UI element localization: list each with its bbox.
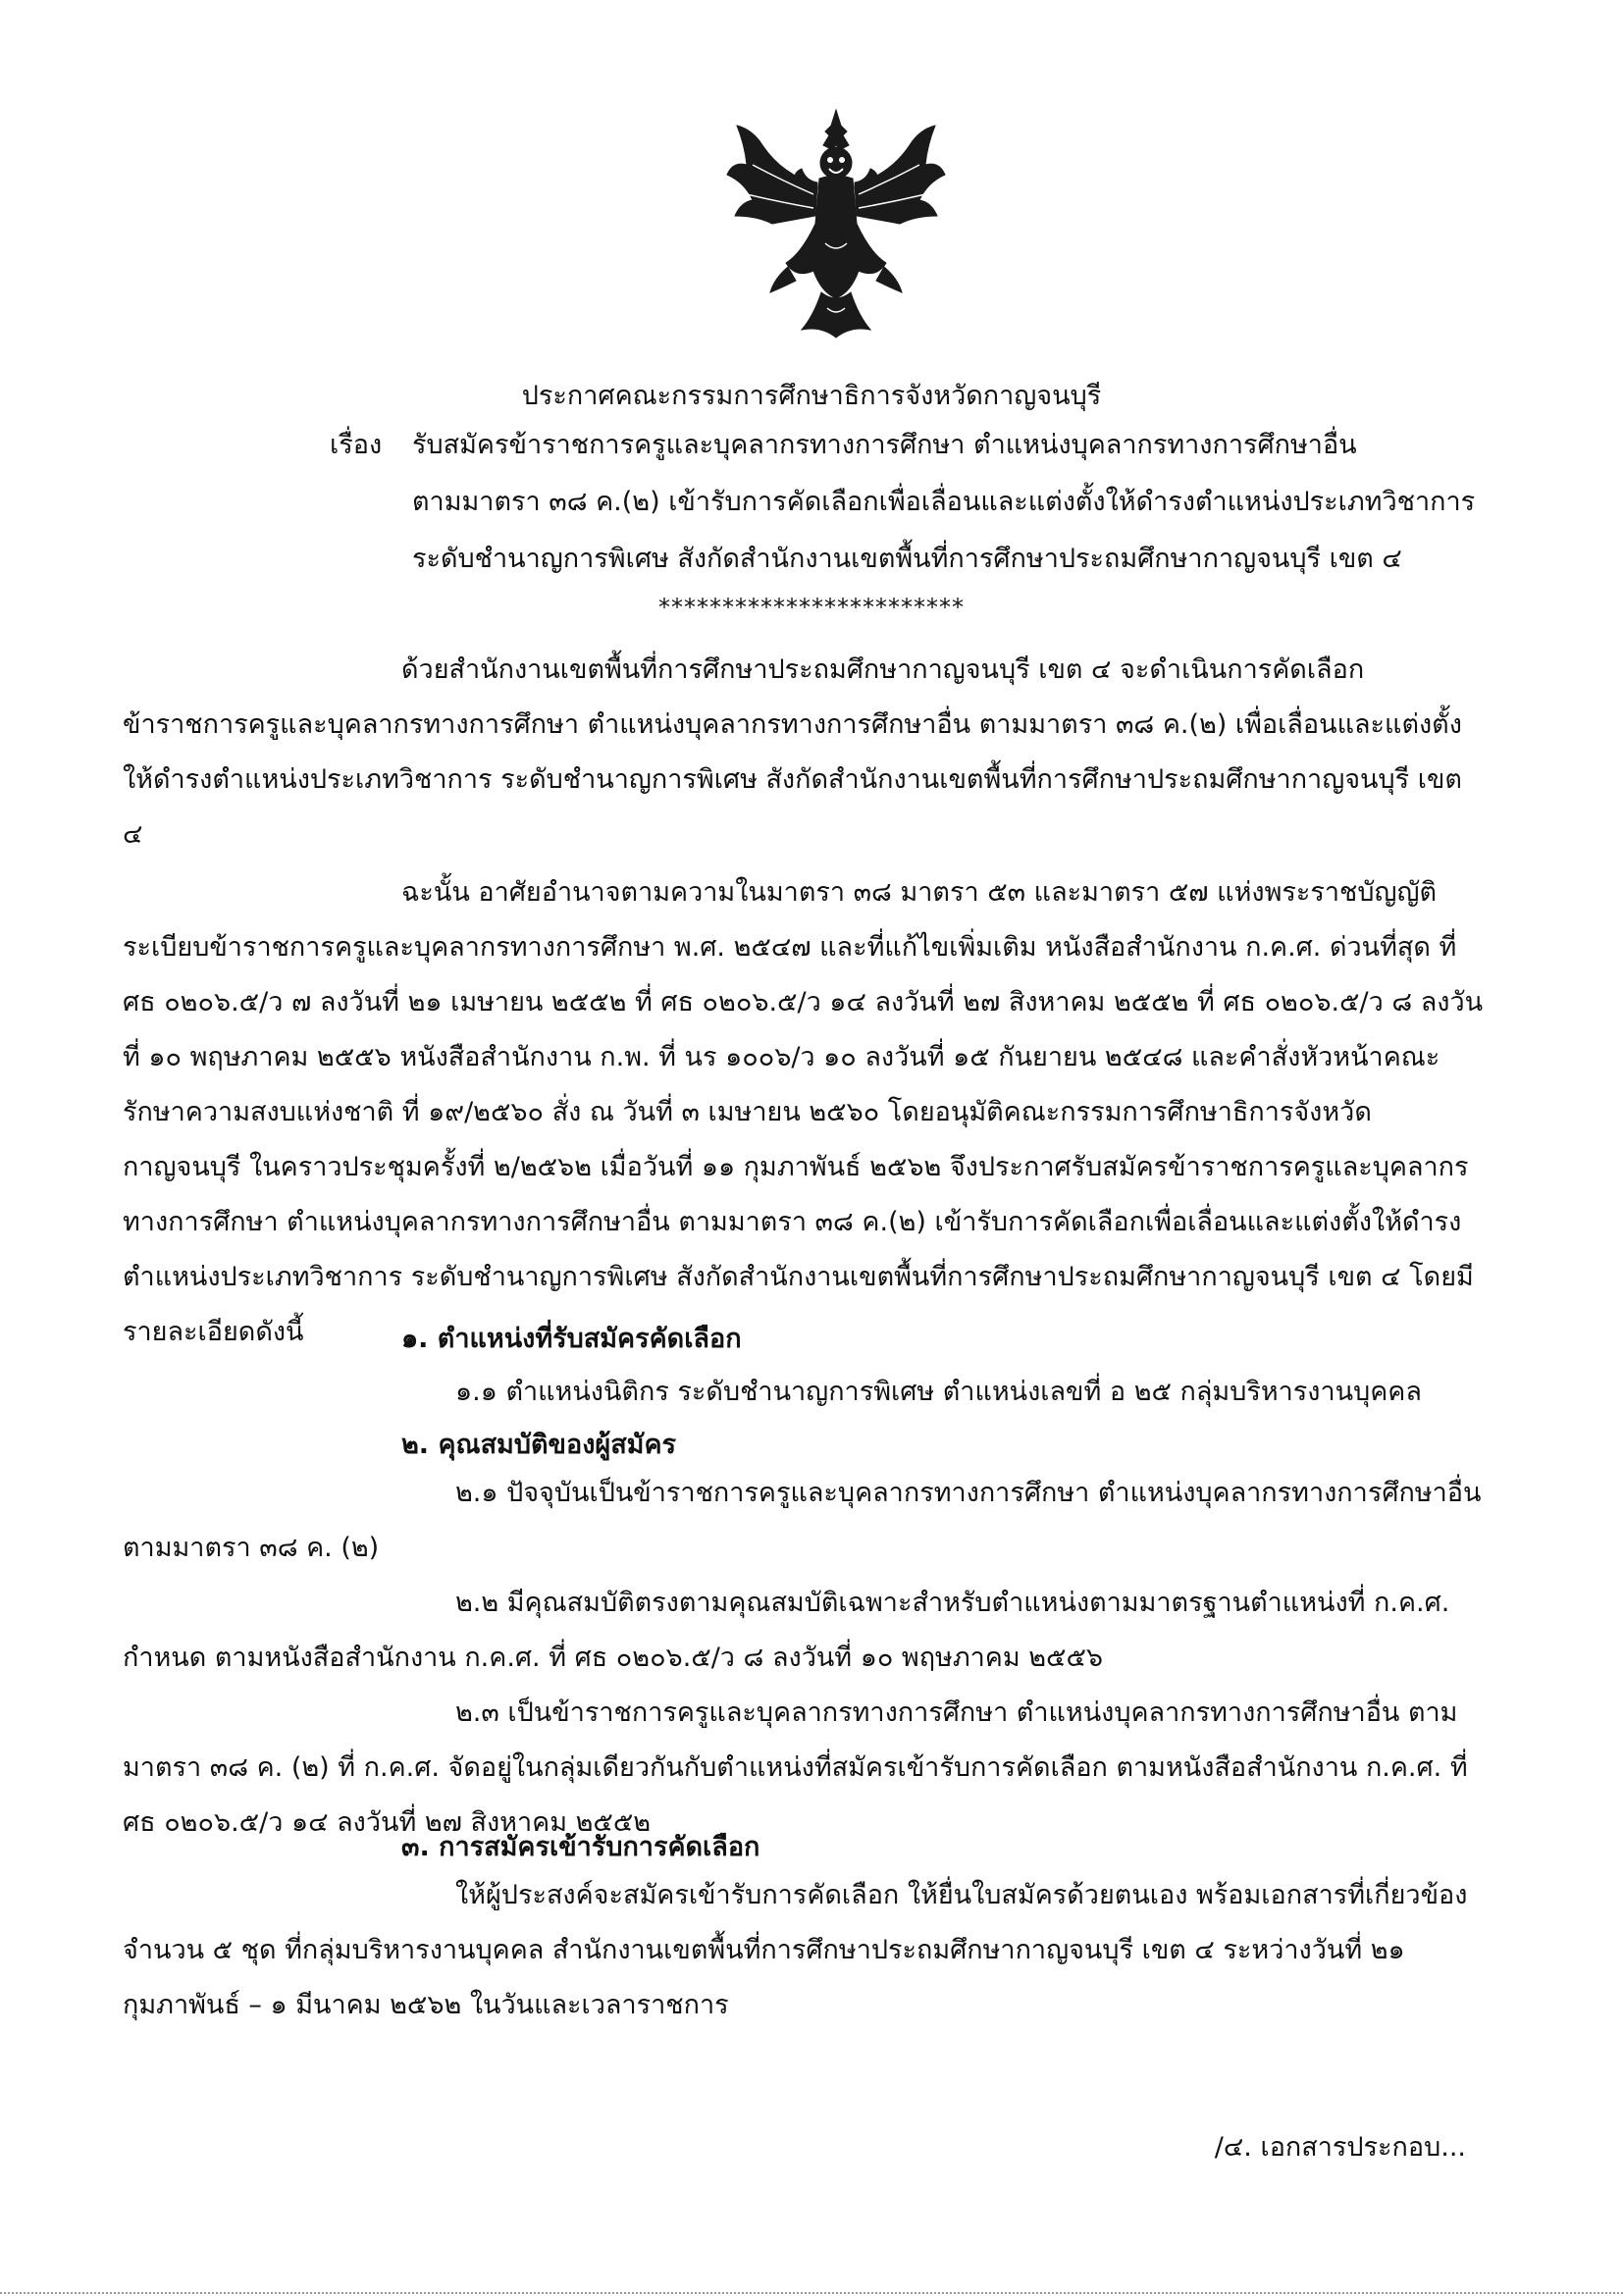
section-2-heading: ๒. คุณสมบัติของผู้สมัคร xyxy=(401,1430,677,1460)
section-2-item-1: ๒.๑ ปัจจุบันเป็นข้าราชการครูและบุคลากรทางการศึกษา ตำแหน่งบุคลากรทางการศึกษาอื่น ตามมาตรา ๓๘ ค. (๒) xyxy=(123,1478,1482,1563)
subject-label: เรื่อง xyxy=(330,430,383,460)
subject-line: ตามมาตรา ๓๘ ค.(๒) เข้ารับการคัดเลือกเพื่อเลื่อนและแต่งตั้งให้ดำรงตำแหน่งประเภทวิชาการ xyxy=(412,487,1476,517)
intro-paragraph: ด้วยสำนักงานเขตพื้นที่การศึกษาประถมศึกษากาญจนบุรี เขต ๔ จะดำเนินการคัดเลือกข้าราชการครูและบุคลากรทางการศึกษา ตำแหน่งบุคลากรทางการศึกษาอื่น ตามมาตรา ๓๘ ค.(๒) เพื่อเลื่อนและแต่งตั้งให้ดำรงตำแหน่งประเภทวิชาการ ระดับชำนาญการพิเศษ สังกัดสำนักงานเขตพื้นที่การศึกษาประถมศึกษากาญจนบุรี เขต ๔ xyxy=(123,654,1462,850)
page-continuation: /๔. เอกสารประกอบ... xyxy=(1214,2132,1466,2163)
authority-paragraph: ฉะนั้น อาศัยอำนาจตามความในมาตรา ๓๘ มาตรา ๕๓ และมาตรา ๕๗ แห่งพระราชบัญญัติระเบียบข้าราชการครูและบุคลากรทางการศึกษา พ.ศ. ๒๕๔๗ และที่แก้ไขเพิ่มเติม หนังสือสำนักงาน ก.ค.ศ. ด่วนที่สุด ที่ ศธ ๐๒๐๖.๕/ว ๗ ลงวันที่ ๒๑ เมษายน ๒๕๕๒ ที่ ศธ ๐๒๐๖.๕/ว ๑๔ ลงวันที่ ๒๗ สิงหาคม ๒๕๕๒ ที่ ศธ ๐๒๐๖.๕/ว ๘ ลงวันที่ ๑๐ พฤษภาคม ๒๕๕๖ หนังสือสำนักงาน ก.พ. ที่ นร ๑๐๐๖/ว ๑๐ ลงวันที่ ๑๕ กันยายน ๒๕๔๘ และคำสั่งหัวหน้าคณะรักษาความสงบแห่งชาติ ที่ ๑๙/๒๕๖๐ สั่ง ณ วันที่ ๓ เมษายน ๒๕๖๐ โดยอนุมัติคณะกรรมการศึกษาธิการจังหวัดกาญจนบุรี ในคราวประชุมครั้งที่ ๒/๒๕๖๒ เมื่อวันที่ ๑๑ กุมภาพันธ์ ๒๕๖๒ จึงประกาศรับสมัครข้าราชการครูและบุคลากรทางการศึกษา ตำแหน่งบุคลากรทางการศึกษาอื่น ตามมาตรา ๓๘ ค.(๒) เข้ารับการคัดเลือกเพื่อเลื่อนและแต่งตั้งให้ดำรงตำแหน่งประเภทวิชาการ ระดับชำนาญการพิเศษ สังกัดสำนักงานเขตพื้นที่การศึกษาประถมศึกษากาญจนบุรี เขต ๔ โดยมีรายละเอียดดังนี้ xyxy=(123,877,1484,1347)
section-1-heading: ๑. ตำแหน่งที่รับสมัครคัดเลือก xyxy=(401,1324,742,1354)
section-3-body: ให้ผู้ประสงค์จะสมัครเข้ารับการคัดเลือก ให้ยื่นใบสมัครด้วยตนเอง พร้อมเอกสารที่เกี่ยวข้อง จำนวน ๕ ชุด ที่กลุ่มบริหารงานบุคคล สำนักงานเขตพื้นที่การศึกษาประถมศึกษากาญจนบุรี เขต ๔ ระหว่างวันที่ ๒๑ กุมภาพันธ์ – ๑ มีนาคม ๒๕๖๒ ในวันและเวลาราชการ xyxy=(123,1880,1468,2020)
subject-line: ระดับชำนาญการพิเศษ สังกัดสำนักงานเขตพื้นที่การศึกษาประถมศึกษากาญจนบุรี เขต ๔ xyxy=(412,544,1402,574)
page-bottom-divider xyxy=(0,2292,1623,2294)
subject-line: รับสมัครข้าราชการครูและบุคลากรทางการศึกษา ตำแหน่งบุคลากรทางการศึกษาอื่น xyxy=(412,430,1357,460)
section-1-item-1: ๑.๑ ตำแหน่งนิติกร ระดับชำนาญการพิเศษ ตำแหน่งเลขที่ อ ๒๕ กลุ่มบริหารงานบุคคล xyxy=(455,1377,1422,1407)
separator-stars: ************************ xyxy=(658,594,965,621)
garuda-emblem-icon xyxy=(723,106,949,341)
section-3-heading: ๓. การสมัครเข้ารับการคัดเลือก xyxy=(401,1832,760,1862)
section-2-item-3: ๒.๓ เป็นข้าราชการครูและบุคลากรทางการศึกษา ตำแหน่งบุคลากรทางการศึกษาอื่น ตามมาตรา ๓๘ ค. (๒) ที่ ก.ค.ศ. จัดอยู่ในกลุ่มเดียวกันกับตำแหน่งที่สมัครเข้ารับการคัดเลือก ตามหนังสือสำนักงาน ก.ค.ศ. ที่ ศธ ๐๒๐๖.๕/ว ๑๔ ลงวันที่ ๒๗ สิงหาคม ๒๕๕๒ xyxy=(123,1697,1468,1838)
section-2-item-2: ๒.๒ มีคุณสมบัติตรงตามคุณสมบัติเฉพาะสำหรับตำแหน่งตามมาตรฐานตำแหน่งที่ ก.ค.ศ. กำหนด ตามหนังสือสำนักงาน ก.ค.ศ. ที่ ศธ ๐๒๐๖.๕/ว ๘ ลงวันที่ ๑๐ พฤษภาคม ๒๕๕๖ xyxy=(123,1588,1450,1673)
announcement-title: ประกาศคณะกรรมการศึกษาธิการจังหวัดกาญจนบุรี xyxy=(521,381,1102,411)
